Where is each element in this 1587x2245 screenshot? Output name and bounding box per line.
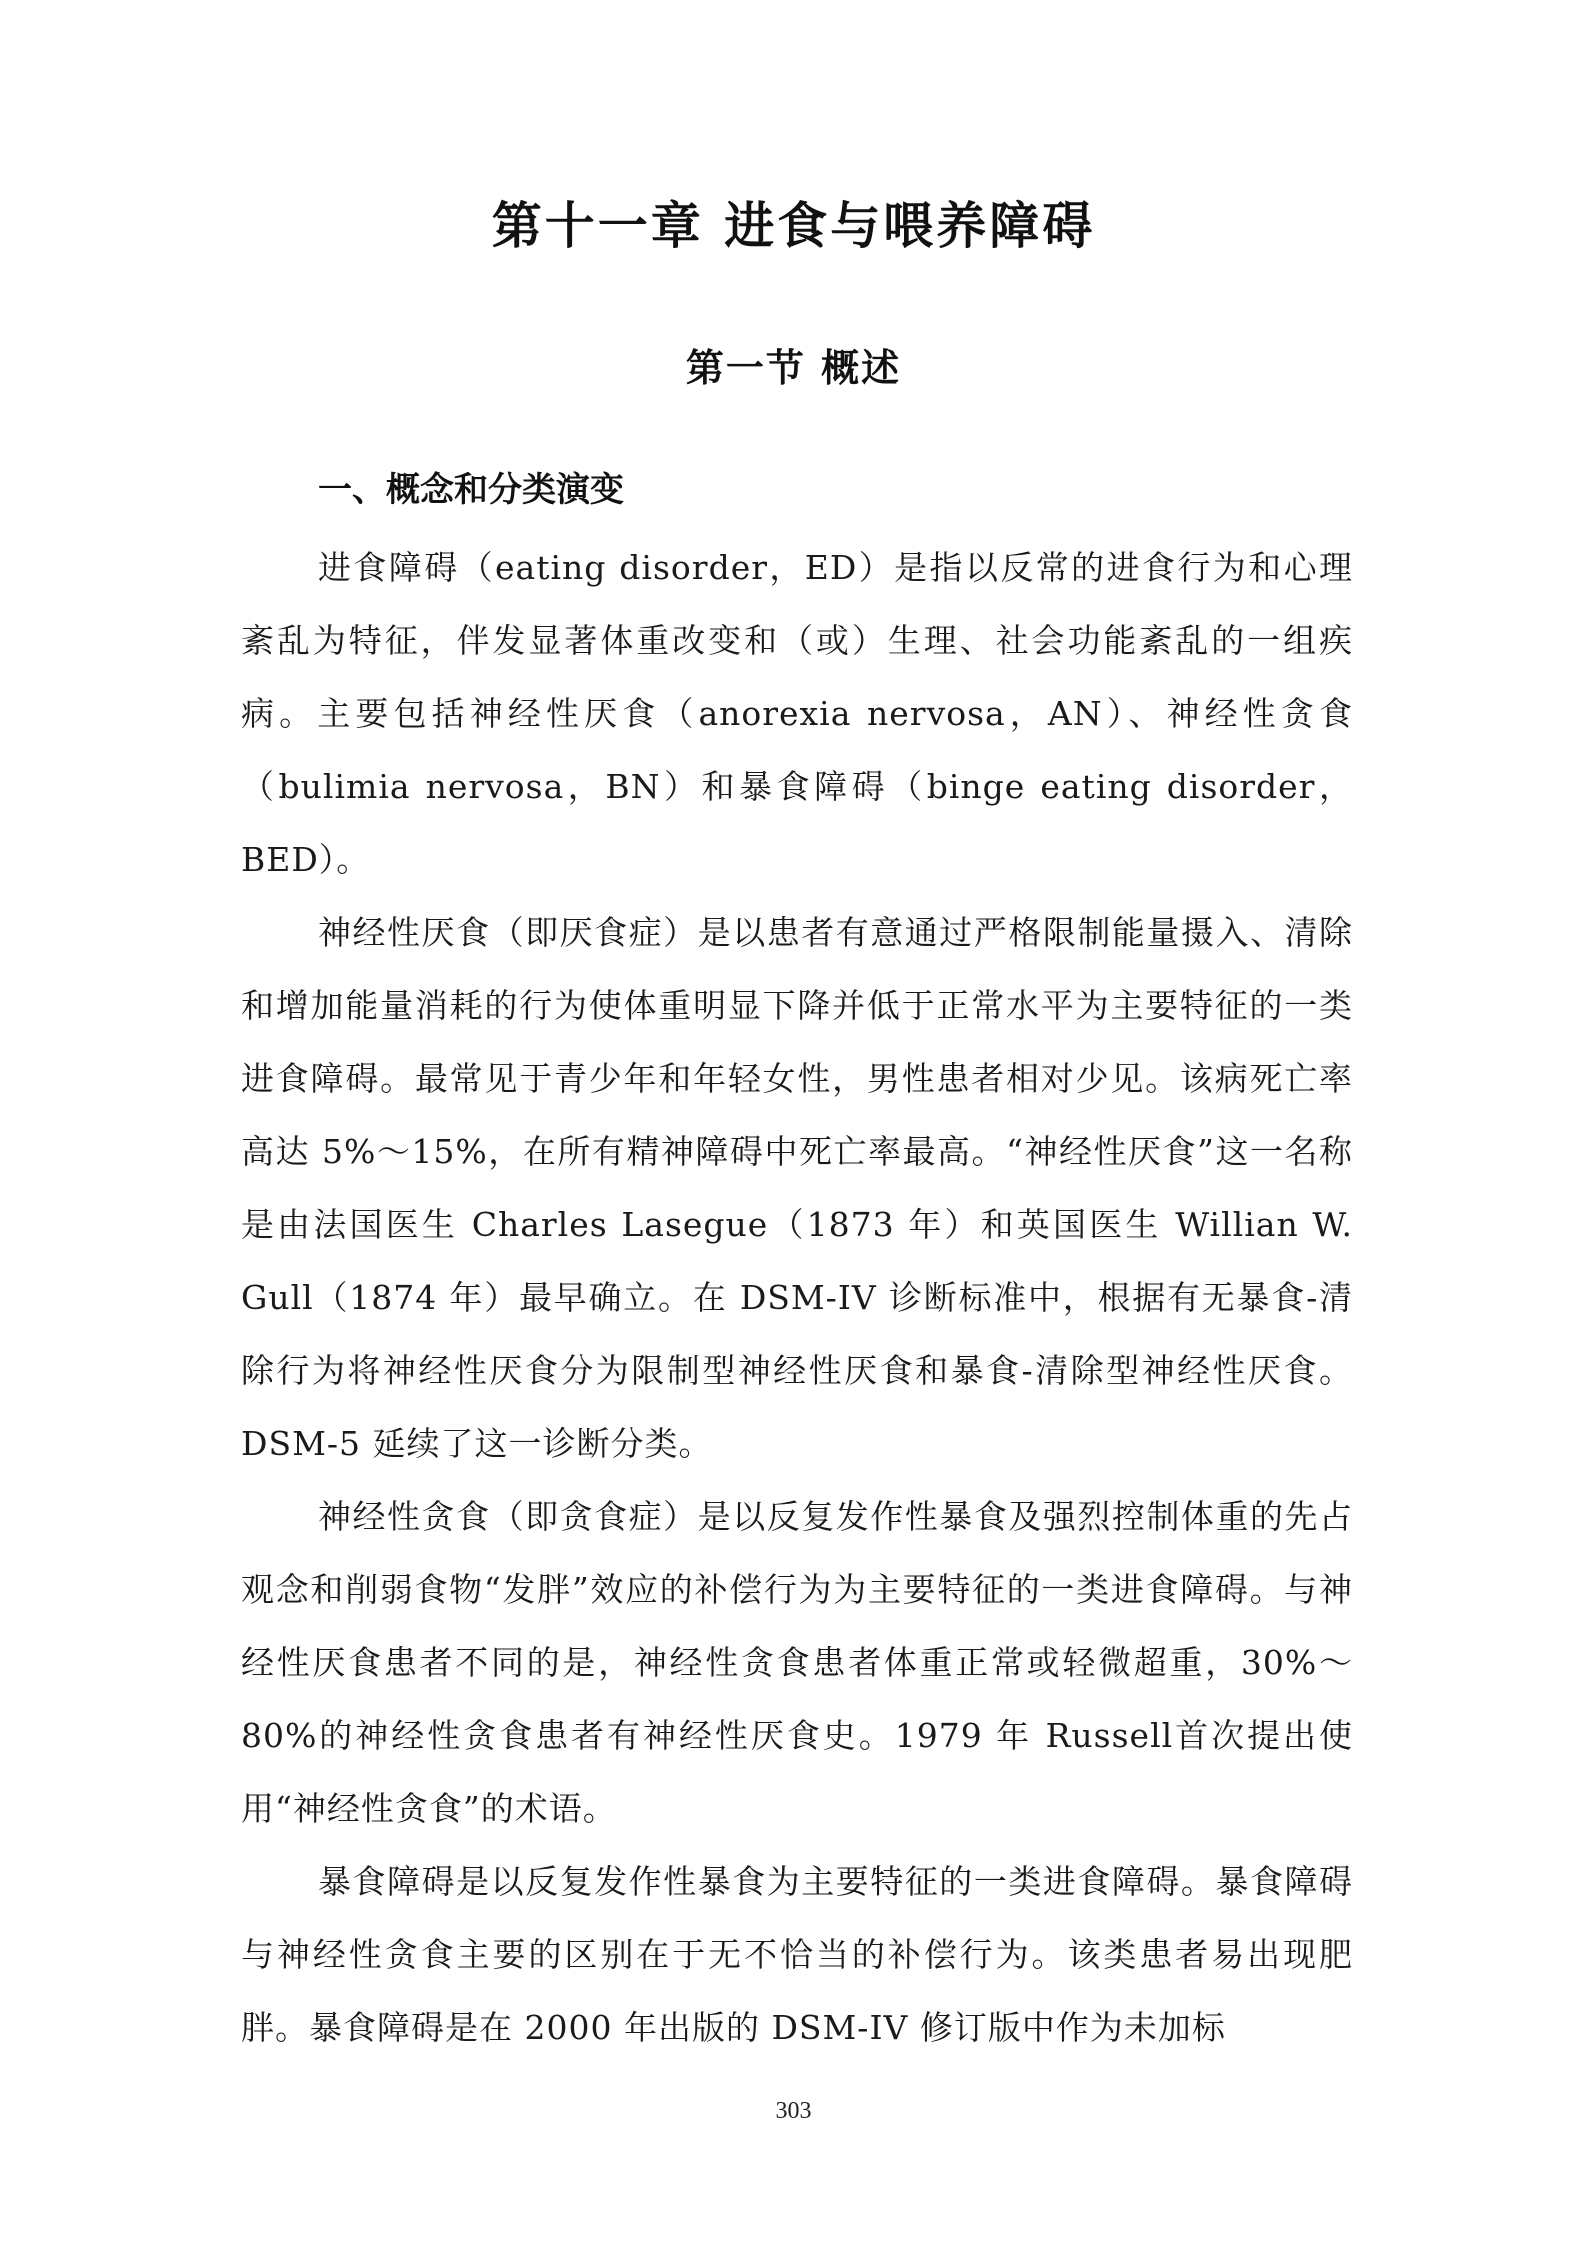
subsection-title: 一、概念和分类演变: [318, 470, 624, 510]
section-title: 第一节 概述: [685, 346, 902, 390]
chapter-title: 第十一章 进食与喂养障碍: [491, 197, 1096, 255]
page-number: 303: [775, 2098, 812, 2124]
paragraph-binge-eating-disorder: 暴食障碍是以反复发作性暴食为主要特征的一类进食障碍。暴食障碍与神经性贪食主要的区别在于无不恰当的补偿行为。该类患者易出现肥胖。暴食障碍是在 2000 年出版的 DSM-IV 修订版中作为未加标: [241, 1862, 1353, 2047]
paragraph-anorexia-nervosa: 神经性厌食（即厌食症）是以患者有意通过严格限制能量摄入、清除和增加能量消耗的行为使体重明显下降并低于正常水平为主要特征的一类进食障碍。最常见于青少年和年轻女性，男性患者相对少见。该病死亡率高达 5%～15%，在所有精神障碍中死亡率最高。“神经性厌食”这一名称是由法国医生 Charles Lasegue（1873 年）和英国医生 Willian W. Gull（1874 年）最早确立。在 DSM-IV 诊断标准中，根据有无暴食-清除行为将神经性厌食分为限制型神经性厌食和暴食-清除型神经性厌食。DSM-5 延续了这一诊断分类。: [241, 913, 1353, 1463]
paragraph-eating-disorder-definition: 进食障碍（eating disorder，ED）是指以反常的进食行为和心理紊乱为特征，伴发显著体重改变和（或）生理、社会功能紊乱的一组疾病。主要包括神经性厌食（anorexia nervosa，AN）、神经性贪食（bulimia nervosa，BN）和暴食障碍（binge eating disorder，BED）。: [241, 548, 1353, 879]
paragraph-bulimia-nervosa: 神经性贪食（即贪食症）是以反复发作性暴食及强烈控制体重的先占观念和削弱食物“发胖”效应的补偿行为为主要特征的一类进食障碍。与神经性厌食患者不同的是，神经性贪食患者体重正常或轻微超重，30%～80%的神经性贪食患者有神经性厌食史。1979 年 Russell首次提出使用“神经性贪食”的术语。: [241, 1497, 1353, 1828]
body-text: [241, 531, 1353, 2064]
